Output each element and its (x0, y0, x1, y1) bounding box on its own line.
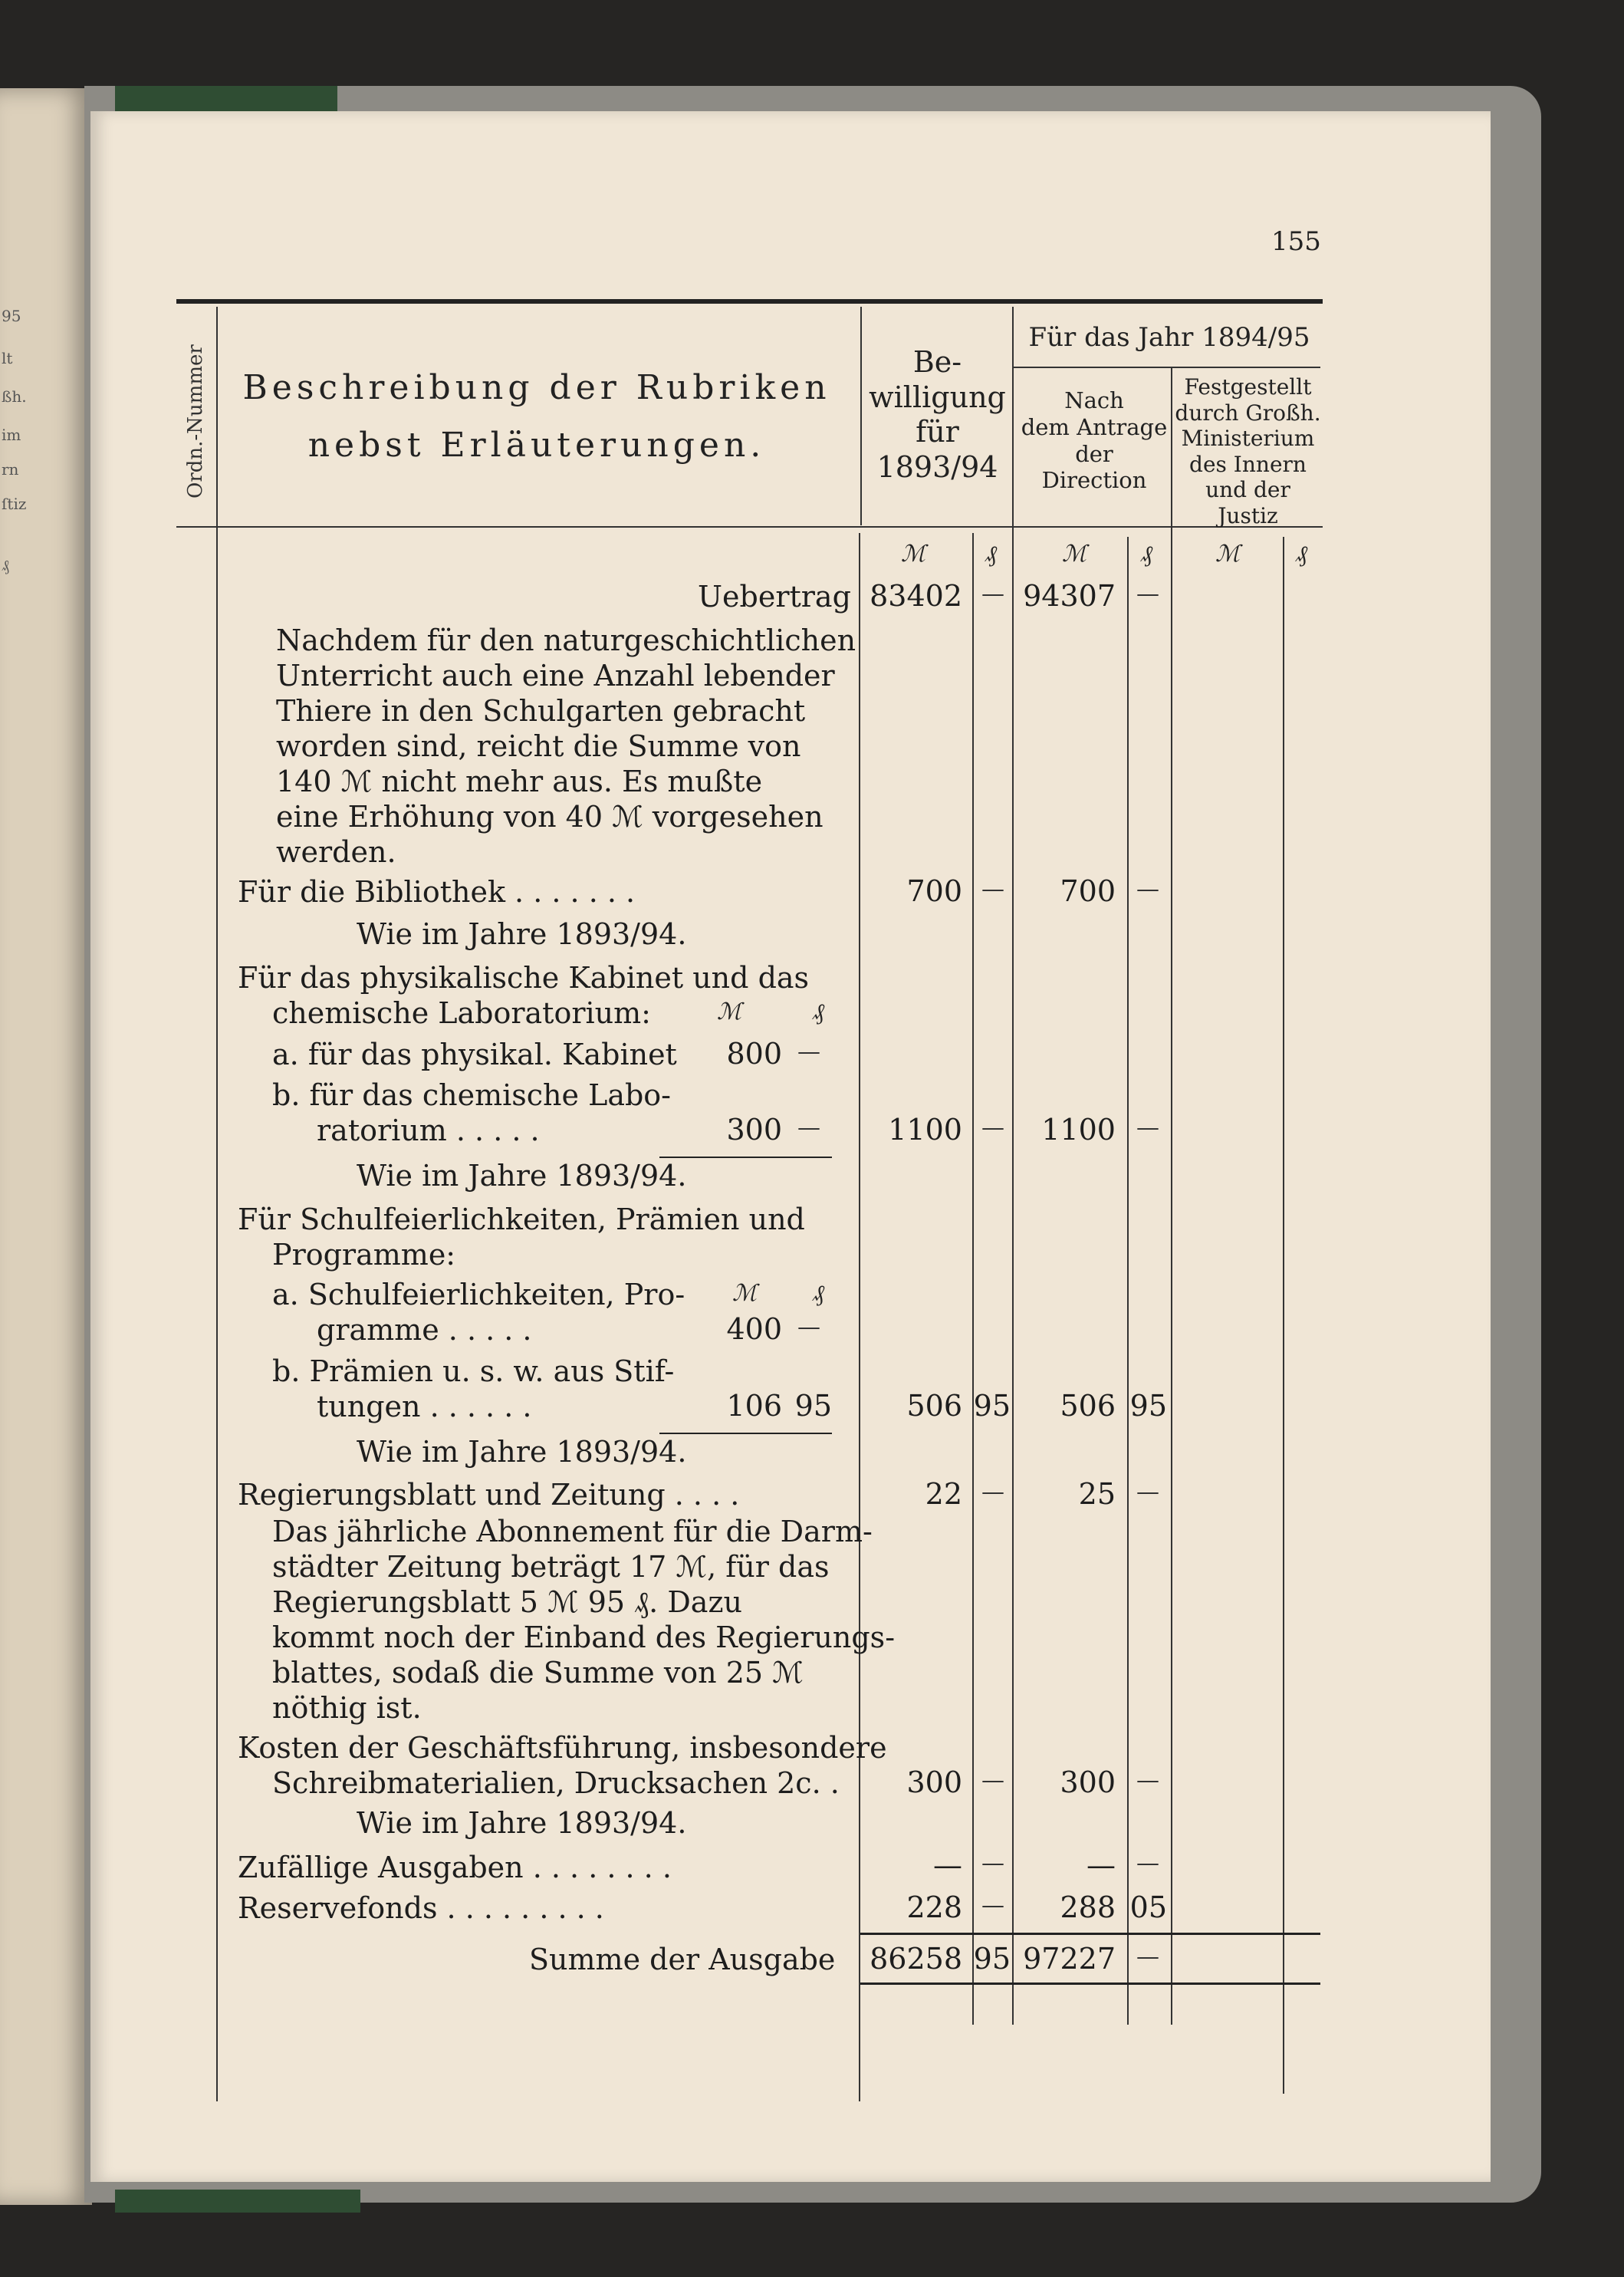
spine-binding-top (115, 86, 337, 114)
schulfeier-sub-b-val: 106 (726, 1389, 782, 1423)
reserve-label: Reservefonds . . . . . . . . . (238, 1891, 604, 1925)
note-line-1: Nachdem für den naturgeschichtlichen (276, 624, 856, 657)
schulfeier-sub-a-val: 400 (726, 1312, 782, 1346)
bibliothek-bew-pf: — (981, 876, 1004, 903)
summe-bew: 86258 (870, 1942, 962, 1976)
note-line-2: Unterricht auch eine Anzahl lebender (276, 659, 835, 693)
schulfeier-bew: 506 (906, 1389, 962, 1423)
antrag-mark-symbol: ℳ (1062, 541, 1087, 568)
geschaeft-antrag-pf: — (1136, 1767, 1159, 1794)
summe-bottom-rule (860, 1983, 1320, 1985)
schulfeier-label-1: Für Schulfeierlichkeiten, Prämien und (238, 1203, 805, 1236)
note-line-5: 140 ℳ nicht mehr aus. Es mußte (276, 765, 763, 798)
uebertrag-bew: 83402 (870, 579, 962, 613)
regierungsblatt-bew: 22 (925, 1477, 962, 1511)
schulfeier-bew-pf: 95 (973, 1389, 1011, 1423)
reserve-antrag: 288 (1060, 1890, 1116, 1924)
kabinet-sub-a: a. für das physikal. Kabinet (272, 1038, 677, 1071)
geschaeft-label-2: Schreibmaterialien, Drucksachen 2c. . (272, 1766, 840, 1800)
geschaeft-antrag: 300 (1060, 1765, 1116, 1799)
summe-bew-pf: 95 (973, 1942, 1011, 1976)
zufaellig-bew-pf: — (981, 1850, 1004, 1877)
kabinet-label-2: chemische Laboratorium: (272, 996, 651, 1030)
regierungsblatt-antrag-pf: — (1136, 1479, 1159, 1505)
kabinet-bew-pf: — (981, 1114, 1004, 1141)
header-subline (1014, 367, 1320, 368)
col-line-bew-pf (972, 533, 974, 2025)
geschaeft-note: Wie im Jahre 1893/94. (357, 1806, 687, 1840)
bibliothek-note: Wie im Jahre 1893/94. (357, 917, 687, 951)
fuer-jahr-header: Für das Jahr 1894/95 (1028, 322, 1310, 353)
note-line-6: eine Erhöhung von 40 ℳ vorgesehen (276, 800, 824, 834)
col-line-antrag (1171, 368, 1172, 2025)
col-line-bew (1012, 307, 1014, 2025)
bibliothek-bew: 700 (906, 874, 962, 908)
regierungsblatt-note-1: Das jährliche Abonnement für die Darm- (272, 1515, 873, 1548)
schulfeier-antrag-pf: 95 (1129, 1389, 1167, 1423)
schulfeier-sub-pf: ₰ (813, 1280, 824, 1307)
description-header-line2: nebst Erläuterungen. (307, 426, 766, 465)
fest-mark-symbol: ℳ (1215, 541, 1241, 568)
summe-antrag-pf: — (1136, 1943, 1159, 1970)
antrag-pf-symbol: ₰ (1141, 541, 1152, 568)
schulfeier-sub-b-pf: 95 (794, 1389, 832, 1423)
col-line-desc (859, 533, 860, 2101)
header-bottom-rule (176, 526, 1323, 528)
kabinet-antrag: 1100 (1041, 1113, 1116, 1147)
kabinet-bew: 1100 (888, 1113, 962, 1147)
zufaellig-antrag-pf: — (1136, 1850, 1159, 1877)
schulfeier-sub-b-2: tungen . . . . . . (317, 1390, 532, 1423)
bew-mark-symbol: ℳ (901, 541, 926, 568)
note-line-4: worden sind, reicht die Summe von (276, 729, 801, 763)
kabinet-note: Wie im Jahre 1893/94. (357, 1159, 687, 1193)
regierungsblatt-note-6: nöthig ist. (272, 1691, 422, 1725)
schulfeier-note: Wie im Jahre 1893/94. (357, 1435, 687, 1469)
kabinet-sub-a-val: 800 (726, 1037, 782, 1071)
fest-pf-symbol: ₰ (1296, 541, 1307, 568)
regierungsblatt-note-3: Regierungsblatt 5 ℳ 95 ₰. Dazu (272, 1585, 742, 1619)
regierungsblatt-note-2: städter Zeitung beträgt 17 ℳ, für das (272, 1550, 830, 1584)
uebertrag-label: Uebertrag (698, 580, 851, 614)
schulfeier-antrag: 506 (1060, 1389, 1116, 1423)
geschaeft-label-1: Kosten der Geschäftsführung, insbesondere (238, 1731, 887, 1765)
zufaellig-label: Zufällige Ausgaben . . . . . . . . (238, 1851, 672, 1884)
schulfeier-sub-mark: ℳ (732, 1280, 758, 1307)
reserve-antrag-pf: 05 (1129, 1890, 1167, 1924)
bew-pf-symbol: ₰ (985, 541, 997, 568)
regierungsblatt-note-5: blattes, sodaß die Summe von 25 ℳ (272, 1656, 804, 1690)
nach-antrag-header: Nach dem Antrage der Direction (1021, 387, 1168, 494)
zufaellig-bew: — (933, 1848, 962, 1882)
regierungsblatt-label: Regierungsblatt und Zeitung . . . . (238, 1478, 740, 1512)
note-line-7: werden. (276, 835, 396, 869)
kabinet-sub-pf: ₰ (813, 999, 824, 1025)
uebertrag-antrag: 94307 (1023, 579, 1116, 613)
col-line-antrag-pf (1127, 537, 1129, 2025)
description-header-line1: Beschreibung der Rubriken (242, 368, 831, 407)
geschaeft-bew-pf: — (981, 1767, 1004, 1794)
col-line-fest-pf (1283, 537, 1284, 2094)
spine-binding-bottom (115, 2190, 360, 2213)
schulfeier-label-2: Programme: (272, 1238, 456, 1272)
kabinet-antrag-pf: — (1136, 1114, 1159, 1141)
bibliothek-label: Für die Bibliothek . . . . . . . (238, 875, 636, 909)
bibliothek-antrag: 700 (1060, 874, 1116, 908)
kabinet-sub-a-pf: — (797, 1038, 820, 1065)
geschaeft-bew: 300 (906, 1765, 962, 1799)
summe-label: Summe der Ausgabe (529, 1943, 836, 1976)
kabinet-label-1: Für das physikalische Kabinet und das (238, 961, 810, 995)
kabinet-sub-mark: ℳ (717, 999, 742, 1025)
bewilligung-header: Be- willigung für 1893/94 (869, 345, 1006, 484)
col-line-desc-header (860, 307, 862, 525)
schulfeier-sub-a-2: gramme . . . . . (317, 1313, 532, 1347)
kabinet-sub-b-1: b. für das chemische Labo- (272, 1078, 672, 1112)
bibliothek-antrag-pf: — (1136, 876, 1159, 903)
festgestellt-header: Festgestellt durch Großh. Ministerium des Innern und der Justiz (1175, 374, 1321, 528)
ordn-nummer-header: Ordn.-Nummer (184, 344, 207, 499)
table-top-rule (176, 299, 1323, 304)
schulfeier-sub-a-1: a. Schulfeierlichkeiten, Pro- (272, 1278, 685, 1311)
kabinet-sub-b-pf: — (797, 1114, 820, 1141)
uebertrag-antrag-pf: — (1136, 581, 1159, 607)
schulfeier-sub-a-pf: — (797, 1314, 820, 1341)
summe-antrag: 97227 (1023, 1942, 1116, 1976)
col-line-ordn (216, 307, 218, 2101)
kabinet-sub-b-val: 300 (726, 1113, 782, 1147)
zufaellig-antrag: — (1087, 1848, 1116, 1882)
regierungsblatt-note-4: kommt noch der Einband des Regierungs- (272, 1621, 896, 1654)
summe-top-rule (860, 1933, 1320, 1935)
reserve-bew: 228 (906, 1890, 962, 1924)
kabinet-sub-b-2: ratorium . . . . . (317, 1114, 540, 1147)
left-page-edge: 95 lt ßh. im rn ſtiz ₰ (0, 88, 92, 2205)
page-number: 155 (1271, 226, 1321, 257)
reserve-bew-pf: — (981, 1892, 1004, 1919)
schulfeier-sub-b-1: b. Prämien u. s. w. aus Stif- (272, 1354, 675, 1388)
uebertrag-bew-pf: — (981, 581, 1004, 607)
regierungsblatt-bew-pf: — (981, 1479, 1004, 1505)
note-line-3: Thiere in den Schulgarten gebracht (276, 694, 806, 728)
regierungsblatt-antrag: 25 (1078, 1477, 1116, 1511)
